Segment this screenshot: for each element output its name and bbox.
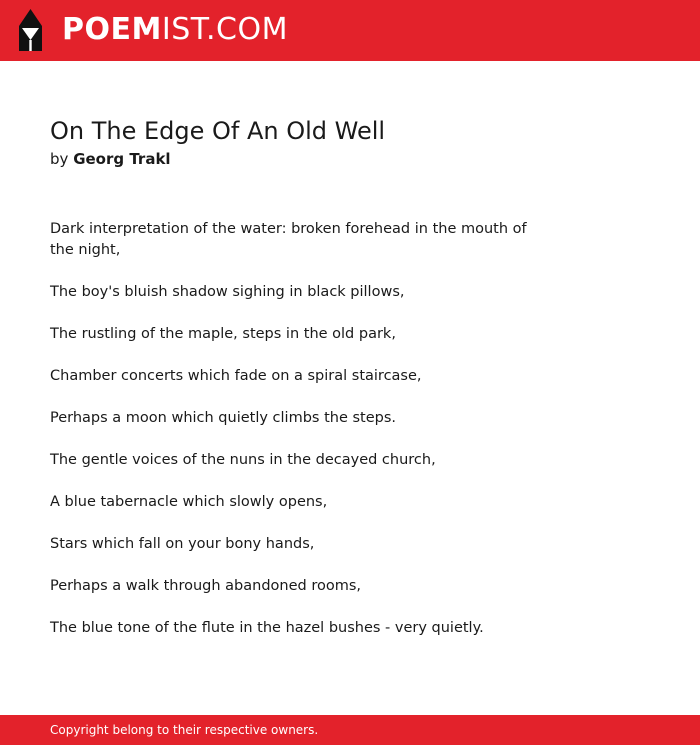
poem-line: The gentle voices of the nuns in the decayed church,	[50, 452, 436, 468]
poem-author: Georg Trakl	[73, 150, 171, 168]
poem-title: On The Edge Of An Old Well	[50, 117, 386, 145]
poem-line: Perhaps a moon which quietly climbs the steps.	[50, 410, 397, 426]
poem-body	[50, 219, 540, 660]
site-logo-text[interactable]	[62, 11, 288, 49]
site-header	[0, 0, 700, 61]
poem-line: The rustling of the maple, steps in the old park,	[50, 326, 396, 342]
poem-line: Dark interpretation of the water: broken forehead in the mouth of the night,	[50, 221, 527, 258]
copyright-notice: Copyright belong to their respective owners.	[50, 723, 319, 737]
poem-line: Stars which fall on your bony hands,	[50, 536, 315, 552]
brand-bold: POEM	[62, 12, 162, 47]
poem-line: The blue tone of the flute in the hazel bushes - very quietly.	[50, 620, 484, 636]
pencil-icon[interactable]	[17, 9, 44, 51]
poem-line: A blue tabernacle which slowly opens,	[50, 494, 328, 510]
poem-byline	[50, 149, 171, 169]
site-footer	[0, 715, 700, 745]
poem-line: The boy's bluish shadow sighing in black pillows,	[50, 284, 405, 300]
brand-light: IST.COM	[161, 12, 288, 47]
poem-line: Perhaps a walk through abandoned rooms,	[50, 578, 361, 594]
by-label: by	[50, 150, 69, 168]
poem-line: Chamber concerts which fade on a spiral staircase,	[50, 368, 422, 384]
